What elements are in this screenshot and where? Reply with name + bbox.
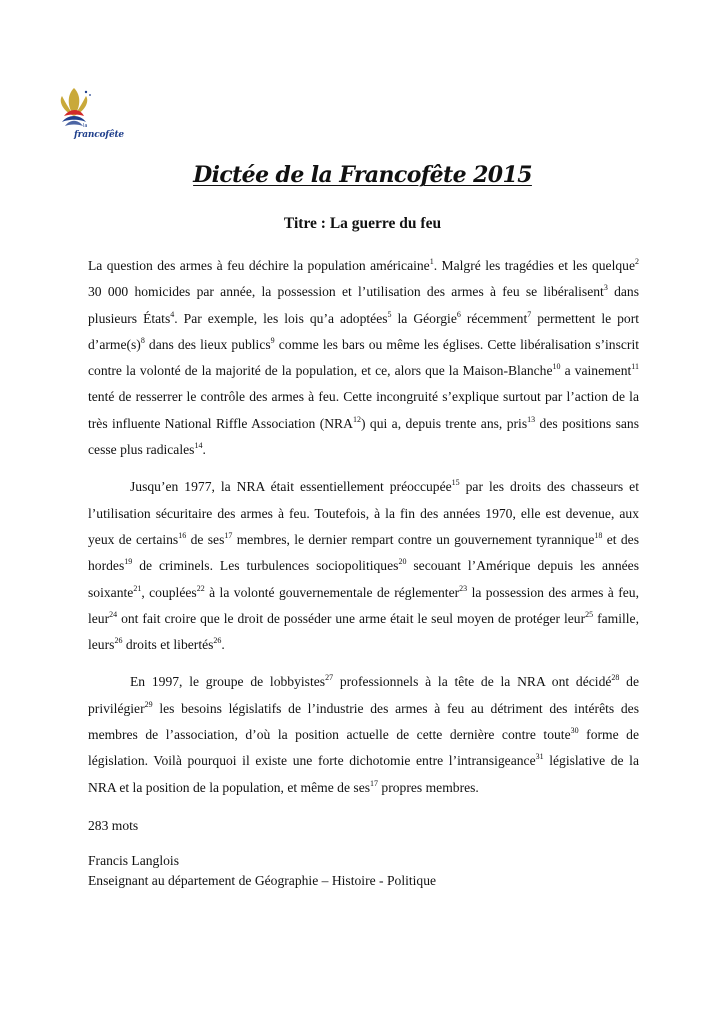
footnote-ref: 19 bbox=[124, 557, 133, 567]
text-segment: Jusqu’en 1977, la NRA était essentiellement préoccupée bbox=[130, 479, 452, 495]
text-segment: . bbox=[221, 637, 225, 653]
footnote-ref: 9 bbox=[270, 335, 275, 345]
text-segment: En 1997, le groupe de lobbyistes bbox=[130, 674, 326, 690]
text-segment: et des hordes bbox=[88, 531, 639, 574]
text-segment: , couplées bbox=[141, 584, 197, 600]
footnote-ref: 6 bbox=[456, 309, 461, 319]
footnote-ref: 1 bbox=[429, 257, 434, 266]
dictation-body bbox=[88, 253, 639, 801]
text-segment: la Géorgie bbox=[391, 310, 457, 326]
footnote-ref: 15 bbox=[451, 478, 460, 488]
text-segment: . Par exemple, les lois qu’a adoptées bbox=[174, 310, 388, 326]
text-segment: de privilégier bbox=[88, 674, 640, 716]
footnote-ref: 27 bbox=[325, 673, 334, 683]
text-segment: a vainement bbox=[560, 363, 632, 379]
text-segment: de ses bbox=[186, 531, 225, 547]
text-segment: les besoins législatifs de l’industrie des armes à feu au détriment des intérêts des membres de l’association, d’où la position actuelle de cette dernière contre toute bbox=[88, 700, 639, 743]
text-segment: La question des armes à feu déchire la population américaine bbox=[88, 258, 430, 273]
text-segment: de criminels. Les turbulences sociopolitiques bbox=[132, 558, 399, 574]
footnote-ref: 28 bbox=[611, 673, 620, 683]
text-segment: droits et libertés bbox=[122, 637, 214, 653]
footnote-ref: 12 bbox=[352, 414, 361, 424]
footnote-ref: 29 bbox=[144, 699, 153, 709]
footnote-ref: 26 bbox=[114, 636, 123, 646]
footnote-ref: 23 bbox=[459, 583, 468, 593]
footnote-ref: 14 bbox=[194, 441, 203, 451]
text-segment: des positions sans cesse plus radicales bbox=[88, 415, 639, 458]
text-segment: tenté de resserrer le contrôle des armes à feu. Cette incongruité s’explique surtout par l’action de la très influente National Riffle Association (NRA bbox=[88, 389, 639, 431]
footnote-ref: 4 bbox=[170, 309, 175, 319]
footnote-ref: 20 bbox=[398, 557, 407, 567]
footnote-ref: 25 bbox=[585, 609, 594, 619]
author-role: Enseignant au département de Géographie – Histoire - Politique bbox=[88, 873, 437, 888]
text-segment: la possession des armes à feu, leur bbox=[88, 584, 639, 626]
footnote-ref: 26 bbox=[213, 636, 222, 646]
footnote-ref: 17 bbox=[370, 778, 379, 788]
text-segment: récemment bbox=[460, 310, 528, 326]
document-subtitle: Titre : La guerre du feu bbox=[283, 215, 442, 232]
text-segment: législative de la NRA et la position de la population, et même de ses bbox=[88, 753, 639, 795]
text-segment: . bbox=[202, 442, 206, 458]
footnote-ref: 24 bbox=[109, 609, 118, 619]
footnote-ref: 8 bbox=[140, 335, 145, 345]
text-segment: permettent le port d’arme(s) bbox=[88, 310, 640, 352]
text-segment: par les droits des chasseurs et l’utilisation sécuritaire des armes à feu. Toutefois, à la fin des années 1970, elle est devenue, aux yeux de certains bbox=[88, 479, 639, 547]
footnote-ref: 31 bbox=[535, 752, 544, 762]
text-segment: ont fait croire que le droit de posséder une arme était le seul moyen de protéger leur bbox=[117, 610, 586, 626]
footnote-ref: 18 bbox=[594, 530, 603, 540]
footnote-ref: 13 bbox=[527, 414, 536, 424]
footnote-ref: 30 bbox=[570, 726, 579, 736]
footnote-ref: 5 bbox=[387, 309, 392, 319]
logo-brand-text: francofête bbox=[74, 130, 124, 140]
document-title: Dictée de la Francofête 2015 bbox=[193, 162, 532, 188]
text-segment: comme les bars ou même les églises. Cette libéralisation s’inscrit contre la volonté de la majorité de la population, et ce, alors que la Maison-Blanche bbox=[88, 336, 640, 379]
text-segment: membres, le dernier rempart contre un gouvernement tyrannique bbox=[232, 531, 595, 547]
francofete-logo bbox=[56, 86, 130, 148]
logo-la-text: la bbox=[83, 123, 88, 129]
footnote-ref: 7 bbox=[527, 309, 532, 319]
text-segment: dans plusieurs États bbox=[88, 284, 639, 326]
footnote-ref: 10 bbox=[552, 362, 561, 372]
paragraph-2 bbox=[88, 474, 639, 658]
footnote-ref: 17 bbox=[224, 530, 233, 540]
text-segment: dans des lieux publics bbox=[144, 336, 271, 352]
word-count: 283 mots bbox=[88, 818, 139, 833]
footnote-ref: 3 bbox=[603, 283, 608, 293]
text-segment: ) qui a, depuis trente ans, pris bbox=[360, 415, 528, 431]
text-segment: secouant l’Amérique depuis les années soixante bbox=[88, 558, 639, 600]
text-segment: forme de législation. Voilà pourquoi il existe une forte dichotomie entre l’intransigeance bbox=[88, 727, 639, 769]
paragraph-3 bbox=[88, 669, 639, 800]
footnote-ref: 11 bbox=[631, 362, 639, 372]
text-segment: 30 000 homicides par année, la possession et l’utilisation des armes à feu se libéralisent bbox=[88, 284, 604, 300]
paragraph-1 bbox=[88, 253, 639, 463]
footnote-ref: 21 bbox=[133, 583, 142, 593]
text-segment: propres membres. bbox=[378, 779, 479, 795]
footnote-ref: 22 bbox=[196, 583, 205, 593]
footnote-ref: 2 bbox=[635, 257, 639, 266]
footnote-ref: 16 bbox=[178, 530, 187, 540]
text-segment: . Malgré les tragédies et les quelque bbox=[433, 258, 635, 273]
text-segment: famille, leurs bbox=[88, 610, 639, 653]
text-segment: professionnels à la tête de la NRA ont décidé bbox=[333, 674, 612, 690]
author-name: Francis Langlois bbox=[88, 853, 179, 868]
text-segment: à la volonté gouvernementale de réglementer bbox=[204, 584, 460, 600]
